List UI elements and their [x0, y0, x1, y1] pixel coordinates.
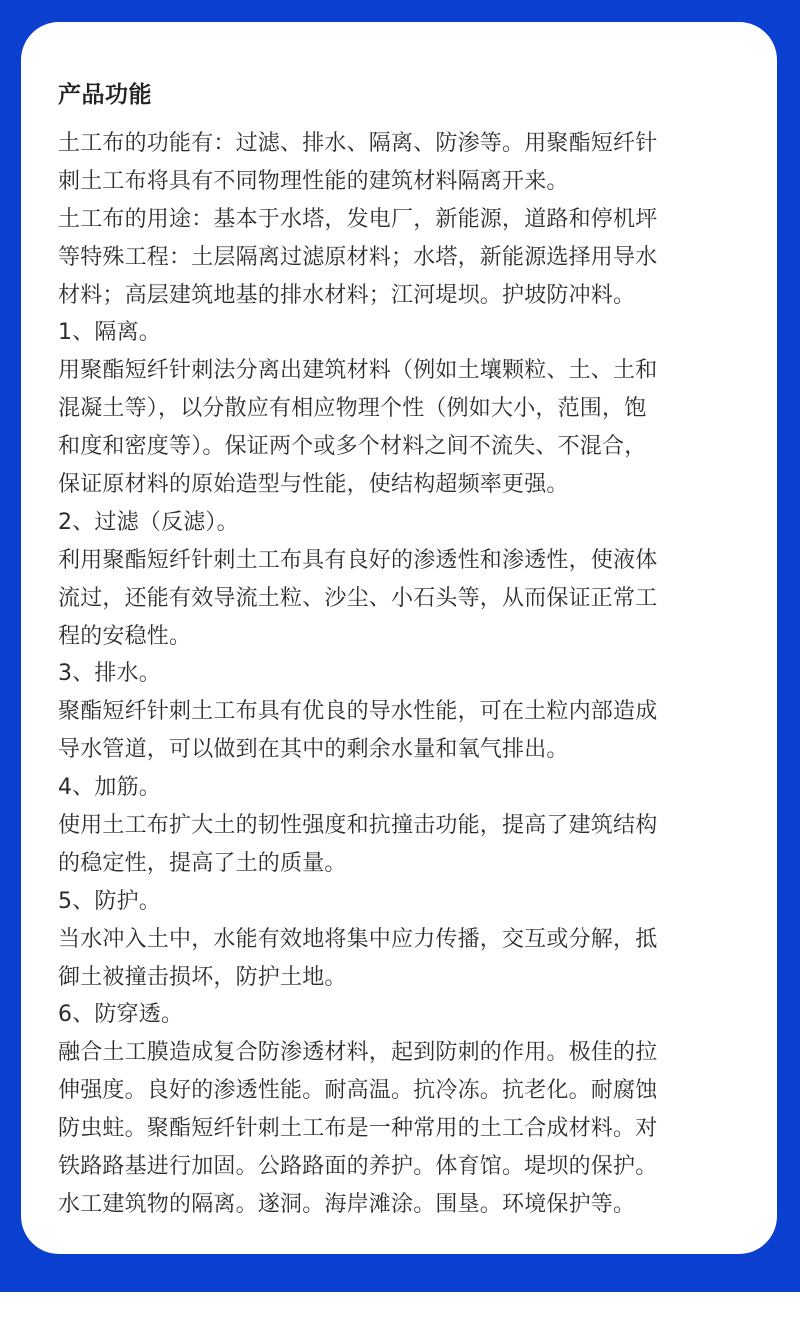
- text-line: 融合土工膜造成复合防渗透材料，起到防刺的作用。极佳的拉: [58, 1040, 658, 1066]
- text-line: 和度和密度等）。保证两个或多个材料之间不流失、不混合，: [58, 434, 647, 460]
- text-line: 材料；高层建筑地基的排水材料；江河堤坝。护坡防冲料。: [58, 282, 636, 308]
- text-line: 当水冲入土中，水能有效地将集中应力传播，交互或分解，抵: [58, 926, 658, 952]
- product-function-card: [21, 22, 777, 1254]
- text-line: 土工布的用途：基本于水塔，发电厂，新能源，道路和停机坪: [58, 206, 658, 232]
- text-line: 流过，还能有效导流土粒、沙尘、小石头等，从而保证正常工: [58, 585, 658, 611]
- text-line: 混凝土等），以分散应有相应物理个性（例如大小，范围，饱: [58, 396, 647, 422]
- section-body: [58, 125, 739, 1224]
- section-title: 产品功能: [58, 82, 152, 108]
- text-line: 水工建筑物的隔离。遂洞。海岸滩涂。围垦。环境保护等。: [58, 1191, 636, 1217]
- text-line: 御土被撞击损坏，防护土地。: [58, 964, 347, 990]
- heading-protection: 5、防护。: [58, 888, 161, 914]
- text-line: 刺土工布将具有不同物理性能的建筑材料隔离开来。: [58, 168, 569, 194]
- text-line: 土工布的功能有：过滤、排水、隔离、防渗等。用聚酯短纤针: [58, 131, 658, 156]
- text-line: 导水管道，可以做到在其中的剩余水量和氧气排出。: [58, 737, 569, 763]
- text-line: 铁路路基进行加固。公路路面的养护。体育馆。堤坝的保护。: [58, 1154, 658, 1180]
- text-line: 防虫蛀。聚酯短纤针刺土工布是一种常用的土工合成材料。对: [58, 1116, 658, 1142]
- heading-filtration: 2、过滤（反滤）。: [58, 509, 239, 535]
- heading-drainage: 3、排水。: [58, 661, 161, 687]
- text-line: 等特殊工程：土层隔离过滤原材料；水塔，新能源选择用导水: [58, 244, 658, 270]
- text-line: 聚酯短纤针刺土工布具有优良的导水性能，可在土粒内部造成: [58, 699, 658, 725]
- text-line: 用聚酯短纤针刺法分离出建筑材料（例如土壤颗粒、土、土和: [58, 358, 658, 384]
- text-line: 利用聚酯短纤针刺土工布具有良好的渗透性和渗透性，使液体: [58, 547, 658, 573]
- text-line: 的稳定性，提高了土的质量。: [58, 850, 347, 876]
- text-line: 程的安稳性。: [58, 623, 192, 649]
- text-line: 伸强度。良好的渗透性能。耐高温。抗冷冻。抗老化。耐腐蚀: [58, 1078, 658, 1104]
- heading-isolation: 1、隔离。: [58, 320, 161, 346]
- heading-reinforcement: 4、加筋。: [58, 775, 161, 801]
- text-line: 使用土工布扩大土的韧性强度和抗撞击功能，提高了建筑结构: [58, 813, 658, 839]
- heading-anti-penetration: 6、防穿透。: [58, 1002, 184, 1028]
- text-line: 保证原材料的原始造型与性能，使结构超频率更强。: [58, 472, 569, 498]
